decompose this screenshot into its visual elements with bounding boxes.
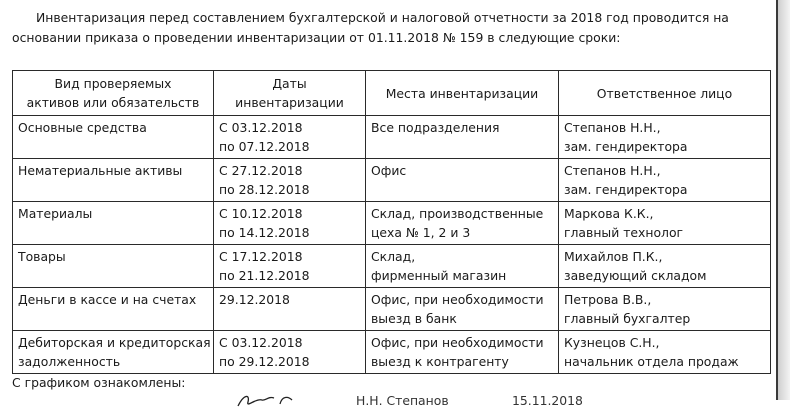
- header-responsible: Ответственное лицо: [559, 71, 771, 116]
- cell-place: Офис, при необходимости выезд в банк: [366, 288, 559, 331]
- cell-asset: Нематериальные активы: [13, 159, 214, 202]
- cell-person: Кузнецов С.Н., начальник отдела продаж: [559, 331, 771, 374]
- table-row: [13, 245, 771, 288]
- cell-place: Склад, производственные цеха № 1, 2 и 3: [366, 202, 559, 245]
- header-dates: Даты инвентаризации: [214, 71, 366, 116]
- cell-asset: Дебиторская и кредиторская задолженность: [13, 331, 214, 374]
- cell-person: Степанов Н.Н., зам. гендиректора: [559, 159, 771, 202]
- cell-asset: Основные средства: [13, 116, 214, 159]
- acknowledgement-label: С графиком ознакомлены:: [12, 375, 186, 390]
- cell-person: Петрова В.В., главный бухгалтер: [559, 288, 771, 331]
- page-edge-shadow: [778, 0, 790, 400]
- cell-asset: Товары: [13, 245, 214, 288]
- cell-dates: С 27.12.2018 по 28.12.2018: [214, 159, 366, 202]
- table-row: [13, 159, 771, 202]
- signer-name: Н.Н. Степанов: [356, 393, 449, 408]
- cell-dates: С 03.12.2018 по 07.12.2018: [214, 116, 366, 159]
- cell-person: Маркова К.К., главный технолог: [559, 202, 771, 245]
- table-row: [13, 331, 771, 374]
- cell-dates: С 03.12.2018 по 29.12.2018: [214, 331, 366, 374]
- cell-place: Офис, при необходимости выезд к контрагенту: [366, 331, 559, 374]
- signature-row: [0, 392, 776, 408]
- table-row: [13, 116, 771, 159]
- cell-place: Склад, фирменный магазин: [366, 245, 559, 288]
- table-header-row: [13, 71, 771, 116]
- cell-place: Все подразделения: [366, 116, 559, 159]
- cell-asset: Материалы: [13, 202, 214, 245]
- header-asset-type: Вид проверяемых активов или обязательств: [13, 71, 214, 116]
- inventory-schedule-table: [12, 70, 771, 374]
- cell-person: Степанов Н.Н., зам. гендиректора: [559, 116, 771, 159]
- cell-asset: Деньги в кассе и на счетах: [13, 288, 214, 331]
- cell-dates: С 10.12.2018 по 14.12.2018: [214, 202, 366, 245]
- header-places: Места инвентаризации: [366, 71, 559, 116]
- intro-paragraph: Инвентаризация перед составлением бухгалтерской и налоговой отчетности за 2018 год проводится на основании приказа о проведении инвентаризации от 01.11.2018 № 159 в следующие сроки:: [12, 10, 729, 45]
- table-row: [13, 288, 771, 331]
- cell-dates: 29.12.2018: [214, 288, 366, 331]
- cell-dates: С 17.12.2018 по 21.12.2018: [214, 245, 366, 288]
- table-row: [13, 202, 771, 245]
- cell-person: Михайлов П.К., заведующий складом: [559, 245, 771, 288]
- signature-date: 15.11.2018: [512, 393, 583, 408]
- cell-place: Офис: [366, 159, 559, 202]
- handwritten-signature-icon: [236, 392, 296, 408]
